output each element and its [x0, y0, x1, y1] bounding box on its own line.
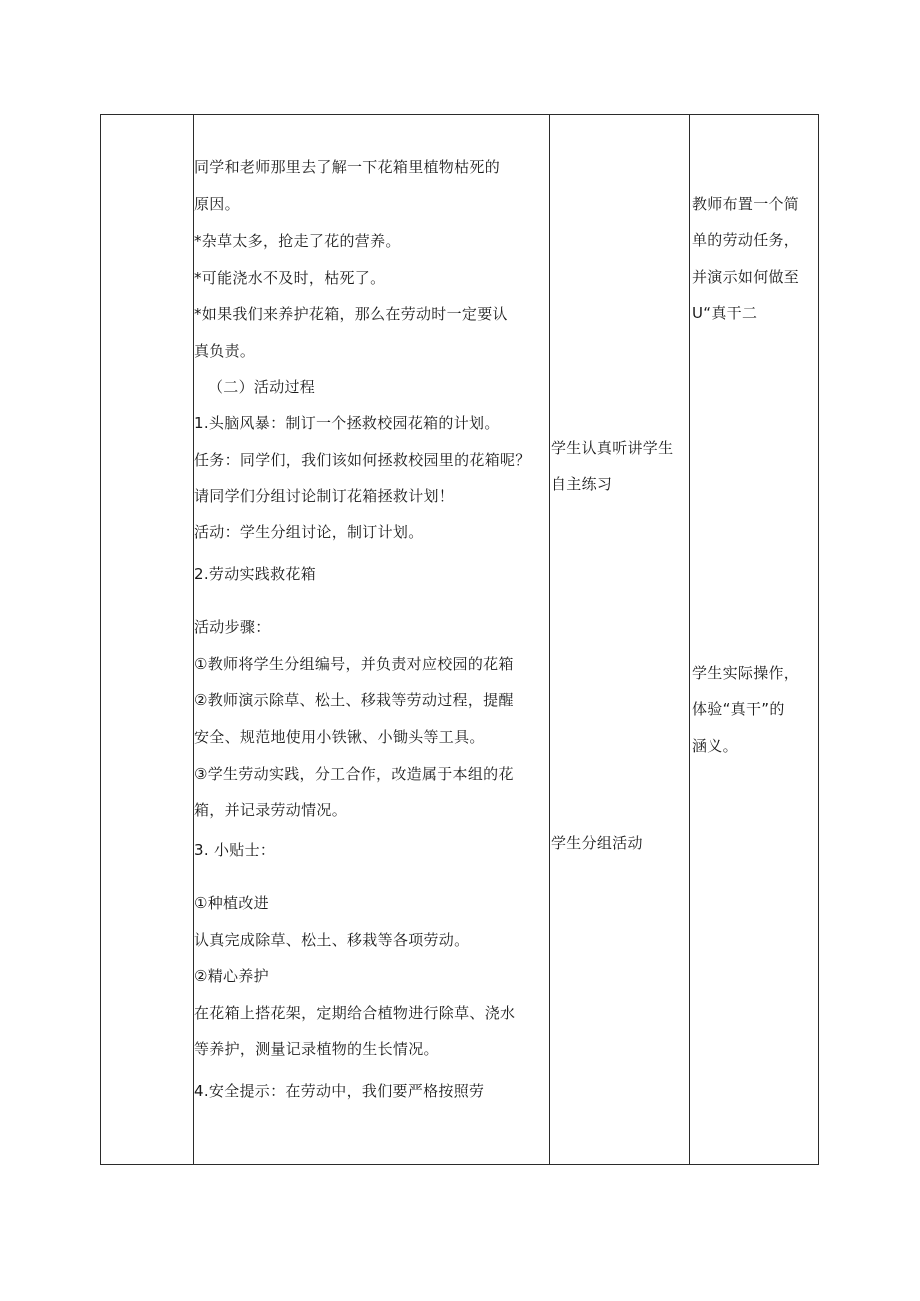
- content-line: 安全、规范地使用小铁锹、小锄头等工具。: [194, 728, 485, 746]
- design-intent-line: U“真干二: [692, 304, 758, 322]
- design-intent-line: 涵义。: [692, 737, 738, 755]
- design-intent-line: 并演示如何做至: [692, 268, 800, 286]
- content-line: ②教师演示除草、松土、移栽等劳动过程，提醒: [194, 691, 514, 709]
- content-line: 1.头脑风暴：制订一个拯救校园花箱的计划。: [194, 414, 500, 432]
- content-line: ①教师将学生分组编号，并负责对应校园的花箱: [194, 655, 514, 673]
- design-intent-line: 单的劳动任务，: [692, 231, 800, 249]
- content-line: 真负责。: [194, 342, 256, 360]
- content-line: *可能浇水不及时，枯死了。: [194, 269, 386, 287]
- content-line: ②精心养护: [194, 967, 269, 985]
- content-line: *如果我们来养护花箱，那么在劳动时一定要认: [194, 305, 508, 323]
- content-line: *杂草太多，抢走了花的营养。: [194, 232, 401, 250]
- content-line: 3. 小贴士：: [194, 841, 276, 859]
- column-divider: [689, 114, 690, 1165]
- content-line: ③学生劳动实践，分工合作，改造属于本组的花: [194, 765, 514, 783]
- design-intent-line: 体验“真干”的: [692, 700, 785, 718]
- stage-cell: [100, 114, 193, 1165]
- content-line: 任务：同学们，我们该如何拯救校园里的花箱呢？: [194, 451, 531, 469]
- design-intent-line: 教师布置一个简: [692, 195, 800, 213]
- content-line: 活动：学生分组讨论，制订计划。: [194, 523, 424, 541]
- section-heading: （二）活动过程: [208, 378, 316, 396]
- content-line: 4.安全提示：在劳动中，我们要严格按照劳: [194, 1082, 485, 1100]
- content-line: 原因。: [194, 195, 240, 213]
- content-line: 箱，并记录劳动情况。: [194, 801, 348, 819]
- content-line: 活动步骤：: [194, 618, 271, 636]
- content-line: 同学和老师那里去了解一下花箱里植物枯死的: [194, 158, 501, 176]
- content-line: 在花箱上搭花架，定期给合植物进行除草、浇水: [194, 1004, 516, 1022]
- student-activity-line: 自主练习: [551, 475, 613, 493]
- content-line: 认真完成除草、松土、移栽等各项劳动。: [194, 931, 470, 949]
- content-line: 等养护，测量记录植物的生长情况。: [194, 1040, 439, 1058]
- student-activity-line: 学生认真听讲学生: [551, 439, 674, 457]
- design-intent-line: 学生实际操作，: [692, 664, 800, 682]
- student-activity-line: 学生分组活动: [551, 834, 643, 852]
- content-line: 请同学们分组讨论制订花箱拯救计划！: [194, 487, 455, 505]
- content-line: 2.劳动实践救花箱: [194, 565, 317, 583]
- column-divider: [549, 114, 550, 1165]
- content-line: ①种植改进: [194, 894, 269, 912]
